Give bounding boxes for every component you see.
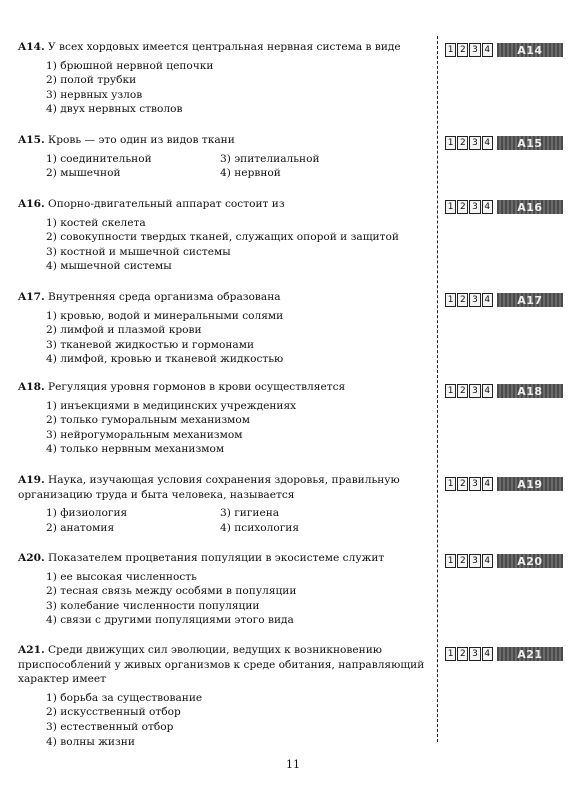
answer-box-a16[interactable]: [445, 199, 563, 215]
question-stem: Опорно-двигательный аппарат состоит из: [48, 198, 285, 210]
options-list: [18, 216, 430, 274]
answer-cell[interactable]: 3: [469, 200, 480, 214]
option: 4) мышечной системы: [46, 260, 172, 273]
options-list: [18, 309, 430, 367]
answer-box-a18[interactable]: [445, 383, 563, 399]
answer-cell[interactable]: 4: [482, 293, 493, 307]
option: 3) эпителиальной: [220, 152, 320, 165]
option: 3) естественный отбор: [46, 720, 174, 733]
option: 2) мышечной: [46, 167, 121, 180]
answer-cell[interactable]: 3: [469, 477, 480, 491]
question-number: A15.: [18, 134, 45, 146]
answer-box-a15[interactable]: [445, 135, 563, 151]
option: 4) лимфой, кровью и тканевой жидкостью: [46, 353, 284, 366]
answer-cell[interactable]: 3: [469, 384, 480, 398]
option: 1) физиология: [46, 507, 128, 520]
question-number: A17.: [18, 291, 45, 303]
answer-cell[interactable]: 2: [457, 647, 468, 661]
answer-cell[interactable]: 4: [482, 477, 493, 491]
question-number: A19.: [18, 474, 45, 486]
option: 1) соединительной: [46, 152, 152, 165]
answer-cell[interactable]: 1: [445, 647, 456, 661]
option: 2) тесная связь между особями в популяции: [46, 585, 297, 598]
options-list: [18, 152, 430, 181]
answer-cell[interactable]: 1: [445, 477, 456, 491]
option: 3) нейрогуморальным механизмом: [46, 428, 243, 441]
answer-cell[interactable]: 2: [457, 477, 468, 491]
answer-cell[interactable]: 4: [482, 136, 493, 150]
question-a17: [18, 290, 430, 367]
answer-cell[interactable]: 1: [445, 200, 456, 214]
option: 4) только нервным механизмом: [46, 443, 225, 456]
question-number: A14.: [18, 41, 45, 53]
answer-box-a20[interactable]: [445, 553, 563, 569]
option: 4) нервной: [220, 167, 281, 180]
option: 2) только гуморальным механизмом: [46, 414, 250, 427]
answer-label: A18: [497, 384, 563, 398]
option: 2) совокупности твердых тканей, служащих опорой и защитой: [46, 231, 399, 244]
answer-cell[interactable]: 1: [445, 136, 456, 150]
option: 1) инъекциями в медицинских учреждениях: [46, 399, 297, 412]
answer-label: A14: [497, 43, 563, 57]
answer-cell[interactable]: 1: [445, 554, 456, 568]
option: 1) брюшной нервной цепочки: [46, 59, 214, 72]
options-list: [18, 691, 430, 749]
question-stem: Наука, изучающая условия сохранения здоровья, правильную организацию труда и быта человека, называется: [18, 474, 400, 501]
question-stem: Регуляция уровня гормонов в крови осуществляется: [48, 381, 346, 393]
answer-label: A19: [497, 477, 563, 491]
question-a20: [18, 551, 430, 628]
answer-cell[interactable]: 1: [445, 293, 456, 307]
answer-label: A21: [497, 647, 563, 661]
answer-cell[interactable]: 4: [482, 43, 493, 57]
answer-label: A15: [497, 136, 563, 150]
answer-box-a21[interactable]: [445, 646, 563, 662]
answer-cell[interactable]: 3: [469, 554, 480, 568]
options-list: [18, 399, 430, 457]
option: 4) волны жизни: [46, 735, 135, 748]
question-a19: [18, 473, 430, 535]
options-list: [18, 570, 430, 628]
answer-cell[interactable]: 3: [469, 136, 480, 150]
option: 4) двух нервных стволов: [46, 103, 183, 116]
option: 3) костной и мышечной системы: [46, 245, 231, 258]
question-stem: У всех хордовых имеется центральная нервная система в виде: [48, 41, 401, 53]
option: 1) кровью, водой и минеральными солями: [46, 309, 284, 322]
option: 2) искусственный отбор: [46, 706, 181, 719]
question-stem: Внутренняя среда организма образована: [48, 291, 281, 303]
question-a21: [18, 643, 430, 749]
answer-cell[interactable]: 4: [482, 200, 493, 214]
answer-cell[interactable]: 2: [457, 43, 468, 57]
question-number: A18.: [18, 381, 45, 393]
question-a16: [18, 197, 430, 274]
option: 4) связи с другими популяциями этого вида: [46, 614, 294, 627]
option: 1) ее высокая численность: [46, 570, 197, 583]
option: 3) тканевой жидкостью и гормонами: [46, 338, 255, 351]
answer-box-a19[interactable]: [445, 476, 563, 492]
question-a14: [18, 40, 430, 117]
question-number: A21.: [18, 644, 45, 656]
option: 1) борьба за существование: [46, 691, 203, 704]
option: 2) лимфой и плазмой крови: [46, 324, 202, 337]
question-a15: [18, 133, 430, 181]
option: 3) гигиена: [220, 507, 280, 520]
option: 2) анатомия: [46, 521, 115, 534]
question-stem: Кровь — это один из видов ткани: [48, 134, 235, 146]
answer-cell[interactable]: 2: [457, 136, 468, 150]
answer-box-a17[interactable]: [445, 292, 563, 308]
question-stem: Показателем процветания популяции в экосистеме служит: [48, 552, 385, 564]
page-number: 11: [286, 758, 300, 771]
answer-cell[interactable]: 1: [445, 43, 456, 57]
answer-cell[interactable]: 2: [457, 554, 468, 568]
options-list: [18, 506, 430, 535]
question-stem: Среди движущих сил эволюции, ведущих к возникновению приспособлений у живых организмов к среде обитания, направляющий характер имеет: [18, 644, 425, 686]
options-list: [18, 59, 430, 117]
answer-cell[interactable]: 2: [457, 384, 468, 398]
cut-line-divider: [437, 36, 438, 742]
question-number: A16.: [18, 198, 45, 210]
answer-label: A16: [497, 200, 563, 214]
answer-cell[interactable]: 4: [482, 384, 493, 398]
answer-cell[interactable]: 2: [457, 200, 468, 214]
question-number: A20.: [18, 552, 45, 564]
option: 1) костей скелета: [46, 216, 146, 229]
answer-cell[interactable]: 3: [469, 647, 480, 661]
answer-cell[interactable]: 1: [445, 384, 456, 398]
answer-label: A20: [497, 554, 563, 568]
question-a18: [18, 380, 430, 457]
answer-label: A17: [497, 293, 563, 307]
option: 2) полой трубки: [46, 74, 137, 87]
answer-box-a14[interactable]: [445, 42, 563, 58]
answer-cell[interactable]: 4: [482, 647, 493, 661]
answer-cell[interactable]: 3: [469, 43, 480, 57]
answer-cell[interactable]: 4: [482, 554, 493, 568]
option: 4) психология: [220, 521, 300, 534]
option: 3) нервных узлов: [46, 88, 143, 101]
answer-cell[interactable]: 3: [469, 293, 480, 307]
option: 3) колебание численности популяции: [46, 599, 260, 612]
answer-cell[interactable]: 2: [457, 293, 468, 307]
